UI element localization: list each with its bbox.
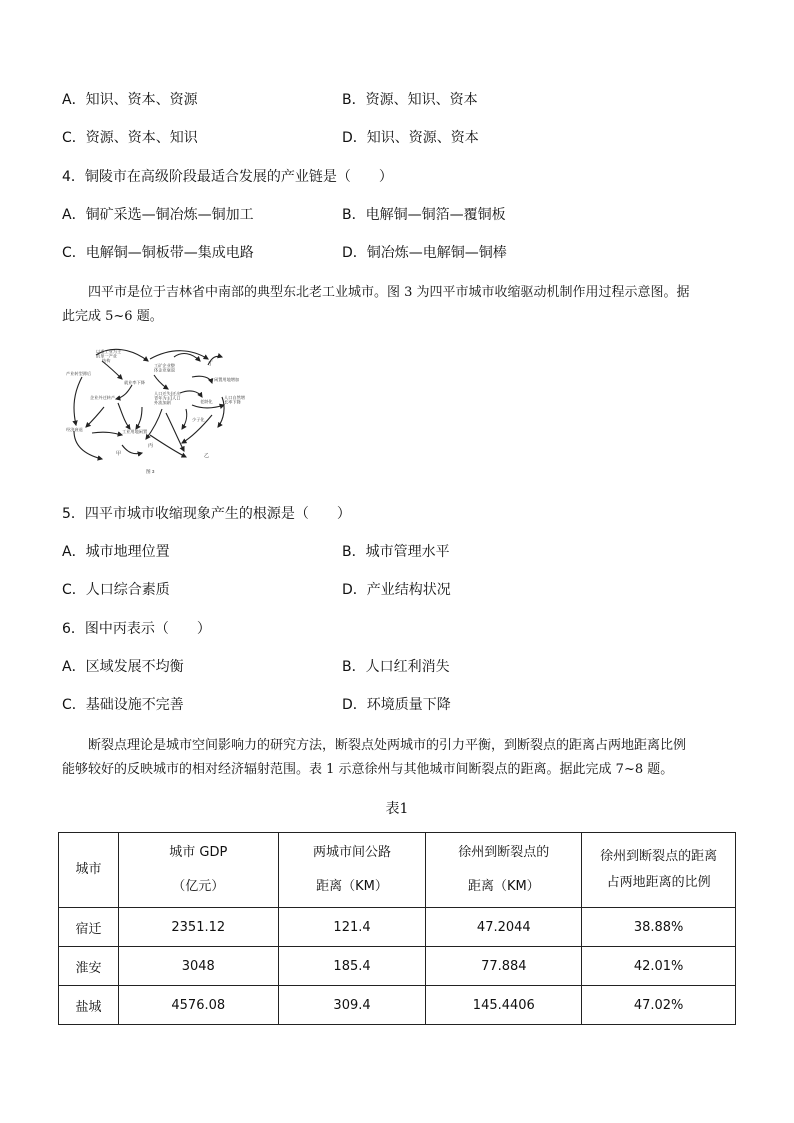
- q4-stem: 4．铜陵市在高级阶段最适合发展的产业链是（ ）: [62, 169, 393, 185]
- q6-option-d: D．环境质量下降: [342, 697, 451, 713]
- q6-stem: 6．图中丙表示（ ）: [62, 621, 211, 637]
- node-bing: 丙: [148, 443, 154, 449]
- cell-city: 淮安: [59, 947, 119, 986]
- header-city: 城市: [59, 833, 119, 908]
- passage-siping-line1: 四平市是位于吉林省中南部的典型东北老工业城市。图 3 为四平市城市收缩驱动机制作用过程示意图。据: [88, 285, 690, 300]
- q4-option-c: C．电解铜—铜板带—集成电路: [62, 245, 254, 261]
- passage-breakpoint-line2: 能够较好的反映城市的相对经济辐射范围。表 1 示意徐州与其他城市间断裂点的距离。据此完成 7~8 题。: [62, 762, 674, 777]
- passage-siping: [62, 281, 734, 329]
- node-natural-growth: 人口自然增: [224, 395, 245, 400]
- node-jia: 甲: [116, 451, 122, 457]
- breakpoint-table: [58, 832, 736, 1025]
- q6-option-c: C．基础设施不完善: [62, 697, 184, 713]
- node-natural-growth-2: 长率下降: [224, 399, 241, 405]
- cell-city: 盐城: [59, 986, 119, 1025]
- q5-option-c: C．人口综合素质: [62, 582, 170, 598]
- cell-dist: 47.2044: [426, 908, 582, 947]
- q6-option-a: A．区域发展不均衡: [62, 659, 184, 675]
- node-employment-decline: 就业率下降: [124, 380, 145, 385]
- cell-road: 185.4: [278, 947, 426, 986]
- cell-dist: 145.4406: [426, 986, 582, 1025]
- q5-option-a: A．城市地理位置: [62, 544, 170, 560]
- table-header-row: [59, 833, 736, 908]
- passage-breakpoint-line1: 断裂点理论是城市空间影响力的研究方法，断裂点处两城市的引力平衡，到断裂点的距离占两地距离比例: [88, 738, 687, 753]
- q3-option-b: B．资源、知识、资本: [342, 92, 478, 108]
- node-population-loss-2: 青年为主)人口: [154, 395, 181, 401]
- node-heavy-industry-3: 结构: [102, 358, 111, 363]
- cell-ratio: 47.02%: [582, 986, 736, 1025]
- cell-ratio: 38.88%: [582, 908, 736, 947]
- cell-gdp: 3048: [118, 947, 278, 986]
- q6-option-b: B．人口红利消失: [342, 659, 450, 675]
- cell-gdp: 4576.08: [118, 986, 278, 1025]
- header-ratio-line1: 徐州到断裂点的距离: [600, 849, 718, 864]
- table-row: [59, 908, 736, 947]
- q4-option-a: A．铜矿采选—铜冶炼—铜加工: [62, 207, 254, 223]
- header-ratio: [582, 833, 736, 908]
- figure-caption: 图 3: [146, 469, 155, 474]
- node-population-loss: 人口迁失(迁出: [154, 391, 181, 396]
- passage-breakpoint-theory: [62, 734, 734, 782]
- header-ratio-line2: 占两地距离的比例: [606, 875, 711, 890]
- q3-option-d: D．知识、资源、资本: [342, 130, 479, 146]
- header-road-line2: 距离（KM）: [316, 879, 388, 894]
- cell-road: 309.4: [278, 986, 426, 1025]
- header-road-distance: [278, 833, 426, 908]
- cell-dist: 77.884: [426, 947, 582, 986]
- node-industry-transition: 产业转型滞后: [66, 371, 92, 376]
- q4-option-b: B．电解铜—铜箔—覆铜板: [342, 207, 506, 223]
- node-mining-enterprise-2: 体企业衰退: [154, 367, 175, 373]
- header-gdp: [118, 833, 278, 908]
- cell-road: 121.4: [278, 908, 426, 947]
- node-heavy-industry: 以重工业为主: [96, 349, 122, 354]
- node-ding: 丁: [208, 361, 214, 367]
- header-dist-line1: 徐州到断裂点的: [458, 845, 550, 860]
- header-dist-line2: 距离（KM）: [467, 879, 540, 894]
- node-population-loss-3: 外流加剧: [154, 400, 171, 405]
- q3-option-c: C．资源、资本、知识: [62, 130, 198, 146]
- q3-option-a: A．知识、资本、资源: [62, 92, 198, 108]
- table-row: [59, 986, 736, 1025]
- node-aging: 老龄化: [200, 399, 213, 404]
- q5-stem: 5．四平市城市收缩现象产生的根源是（ ）: [62, 506, 351, 522]
- passage-siping-line2: 此完成 5~6 题。: [62, 309, 163, 324]
- node-heavy-industry-2: 的单一产业: [96, 353, 117, 359]
- figure-3-diagram: [62, 347, 246, 483]
- node-low-birth: 少子化: [192, 417, 205, 422]
- node-enterprise-relocation: 企业外迁转产: [90, 395, 116, 400]
- node-yi: 乙: [204, 453, 210, 459]
- table-row: [59, 947, 736, 986]
- q5-option-b: B．城市管理水平: [342, 544, 450, 560]
- node-economic-decline: 经济衰退: [66, 427, 83, 432]
- header-gdp-line1: 城市 GDP: [169, 845, 228, 860]
- node-idle-land: 闲置用地增加: [214, 377, 240, 382]
- q4-option-d: D．铜冶炼—电解铜—铜棒: [342, 245, 507, 261]
- cell-gdp: 2351.12: [118, 908, 278, 947]
- table-caption: 表1: [385, 801, 409, 817]
- cell-ratio: 42.01%: [582, 947, 736, 986]
- header-road-line1: 两城市间公路: [313, 845, 392, 860]
- node-mining-enterprise: 工矿企业整: [154, 363, 175, 368]
- cell-city: 宿迁: [59, 908, 119, 947]
- node-industrial-land-idle: 工业用地闲置: [122, 429, 148, 434]
- header-xuzhou-distance: [426, 833, 582, 908]
- q5-option-d: D．产业结构状况: [342, 582, 451, 598]
- header-gdp-line2: （亿元）: [172, 879, 225, 894]
